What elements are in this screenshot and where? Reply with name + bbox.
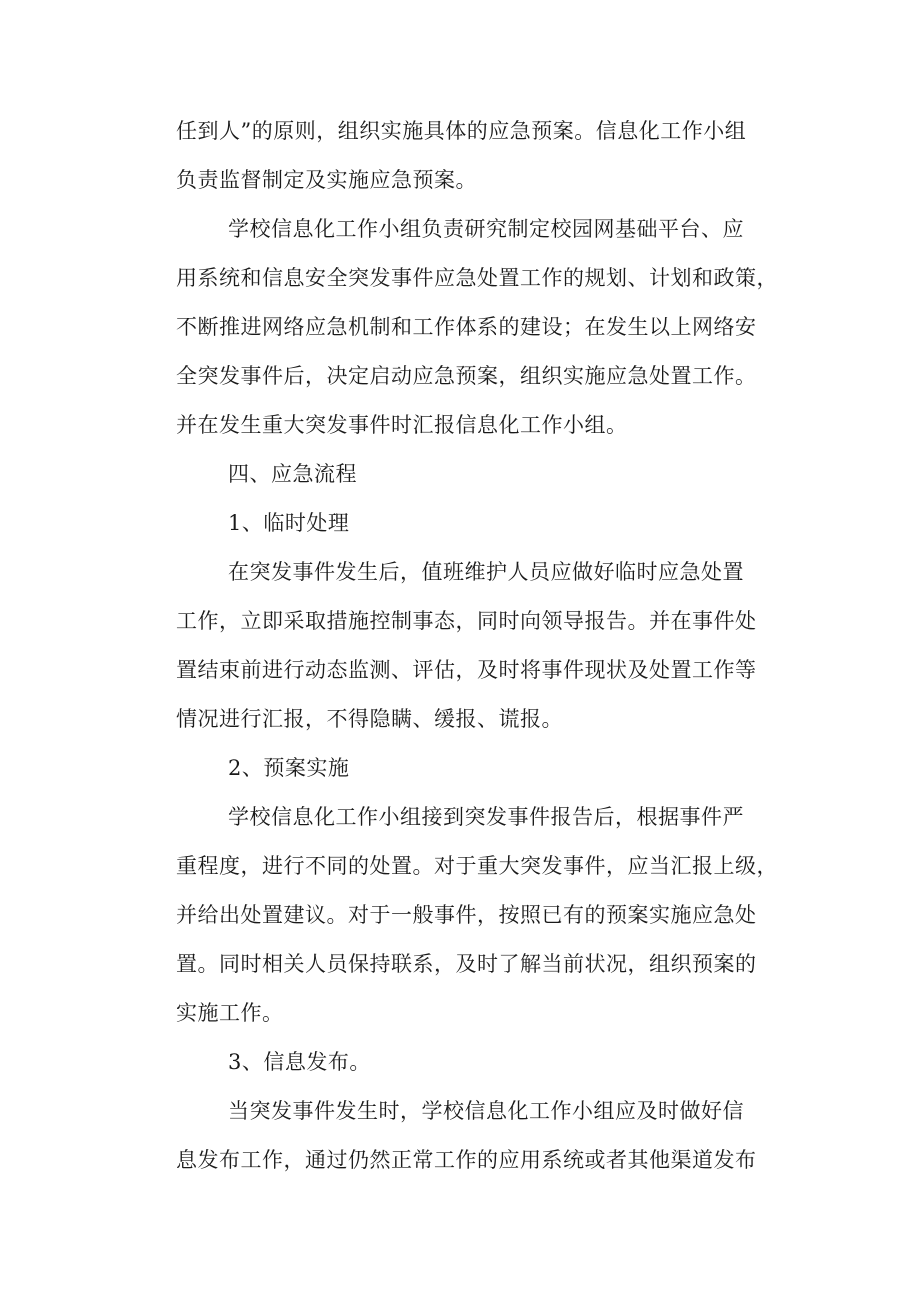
section-heading: 四、应急流程	[228, 462, 357, 486]
text-line: 并在发生重大突发事件时汇报信息化工作小组。	[176, 413, 628, 437]
text-line: 实施工作。	[176, 1001, 284, 1025]
paragraph-first-line: 学校信息化工作小组负责研究制定校园网基础平台、应	[228, 217, 744, 241]
text-line: 用系统和信息安全突发事件应急处置工作的规划、计划和政策，	[176, 266, 778, 290]
text-line: 全突发事件后，决定启动应急预案，组织实施应急处置工作。	[176, 364, 757, 388]
text-line: 息发布工作，通过仍然正常工作的应用系统或者其他渠道发布	[176, 1148, 757, 1172]
text-line: 情况进行汇报，不得隐瞒、缓报、谎报。	[176, 707, 563, 731]
text-line: 并给出处置建议。对于一般事件，按照已有的预案实施应急处	[176, 903, 757, 927]
text-line: 置结束前进行动态监测、评估，及时将事件现状及处置工作等	[176, 658, 757, 682]
paragraph-first-line: 学校信息化工作小组接到突发事件报告后，根据事件严	[228, 805, 744, 829]
paragraph-first-line: 当突发事件发生时，学校信息化工作小组应及时做好信	[228, 1099, 744, 1123]
text-line: 任到人”的原则，组织实施具体的应急预案。信息化工作小组	[176, 119, 747, 143]
text-line: 负责监督制定及实施应急预案。	[176, 168, 477, 192]
text-line: 置。同时相关人员保持联系，及时了解当前状况，组织预案的	[176, 952, 757, 976]
subsection-heading: 3、信息发布。	[228, 1050, 371, 1074]
subsection-heading: 1、临时处理	[228, 511, 350, 535]
text-line: 不断推进网络应急机制和工作体系的建设；在发生以上网络安	[176, 315, 757, 339]
text-line: 重程度，进行不同的处置。对于重大突发事件，应当汇报上级，	[176, 854, 778, 878]
paragraph-first-line: 在突发事件发生后，值班维护人员应做好临时应急处置	[228, 560, 744, 584]
subsection-heading: 2、预案实施	[228, 756, 350, 780]
text-line: 工作，立即采取措施控制事态，同时向领导报告。并在事件处	[176, 609, 757, 633]
